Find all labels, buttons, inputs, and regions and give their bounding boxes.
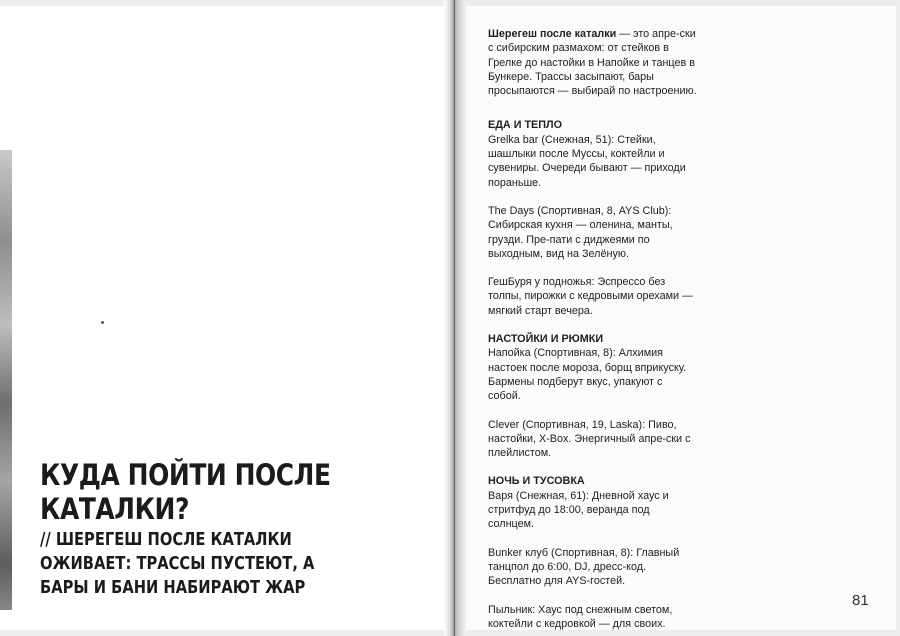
intro-text: — это апре-ски с сибирским размахом: от стейков в Грелке до настойки в Напойке и танцев в Бункере. Трассы засыпают, бары просыпаются — выбирай по настроению. — [488, 28, 697, 98]
book-gutter — [444, 0, 466, 636]
venue-entry: Clever (Спортивная, 19, Laska): Пиво, настойки, X-Box. Энергичный апре-ски с плейлистом. — [488, 418, 691, 460]
venue-block — [488, 418, 698, 461]
page-number: 81 — [852, 592, 869, 609]
venue-block — [488, 275, 698, 318]
venue-entry: Пыльник: Хаус под снежным светом, коктейли с кедровкой — для своих. — [488, 603, 673, 630]
intro-block — [488, 27, 698, 98]
page-headline: КУДА ПОЙТИ ПОСЛЕ КАТАЛКИ? — [40, 458, 331, 526]
intro-lead: Шерегеш после каталки — [488, 28, 617, 40]
venue-entry: Bunker клуб (Спортивная, 8): Главный танцпол до 6:00, DJ, дресс-код. Бесплатно для AYS-гостей. — [488, 546, 680, 588]
venue-entry: Напойка (Спортивная, 8): Алхимия настоек после мороза, борщ вприкуску. Бармены подберут вкус, упакуют с собой. — [488, 347, 687, 403]
venue-entry: The Days (Спортивная, 8, AYS Club): Сибирская кухня — оленина, манты, грузди. Пре-пати с диджеями по выходным, вид на Зелёную. — [488, 204, 673, 260]
venue-entry: Варя (Снежная, 61): Дневной хаус и стритфуд до 18:00, веранда под солнцем. — [488, 489, 669, 531]
scan-speck — [101, 321, 104, 324]
intro-paragraph — [488, 27, 698, 98]
venue-entry: Grelka bar (Снежная, 51): Стейки, шашлыки после Муссы, коктейли и сувениры. Очереди бывают — приходи пораньше. — [488, 133, 686, 189]
article-column — [488, 27, 698, 636]
section-drinks — [488, 332, 698, 403]
section-nightlife — [488, 474, 698, 531]
photo-edge-strip — [0, 150, 12, 610]
venue-block — [488, 546, 698, 589]
venue-entry: ГешБуря у подножья: Эспрессо без толпы, пирожки с кедровыми орехами — мягкий старт вечера. — [488, 276, 693, 317]
section-heading: НАСТОЙКИ И РЮМКИ — [488, 333, 604, 346]
section-heading: НОЧЬ И ТУСОВКА — [488, 475, 585, 488]
section-food — [488, 118, 698, 189]
gutter-line — [454, 0, 455, 636]
venue-block — [488, 204, 698, 261]
venue-block — [488, 603, 698, 632]
section-heading: ЕДА И ТЕПЛО — [488, 119, 562, 132]
page-subheadline: // ШЕРЕГЕШ ПОСЛЕ КАТАЛКИ ОЖИВАЕТ: ТРАССЫ ПУСТЕЮТ, А БАРЫ И БАНИ НАБИРАЮТ ЖАР — [40, 530, 315, 598]
